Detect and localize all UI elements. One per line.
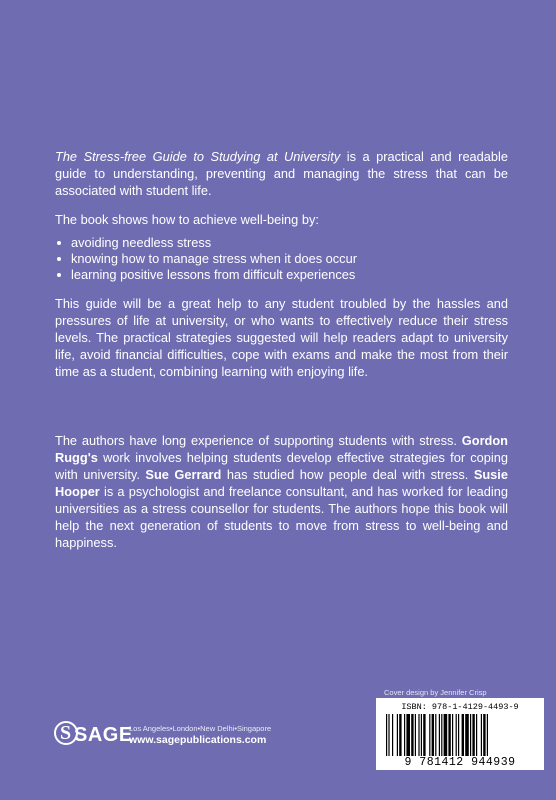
barcode-digits: 9 781412 944939 — [404, 756, 516, 769]
intro-text: is a practical and readable guide to understanding, preventing and managing the stress that can be associated with student life. — [55, 149, 508, 198]
list-item: learning positive lessons from difficult experiences — [55, 267, 508, 283]
authors-text: has studied how people deal with stress. — [221, 467, 474, 482]
shows-heading-text: The book shows how to achieve well-being by: — [55, 212, 319, 227]
sage-logo-word: SAGE — [74, 724, 133, 746]
sage-logo-s: S — [60, 722, 72, 744]
authors-text: work involves helping students develop effective strategies for coping with university. — [55, 450, 508, 482]
authors-text: The authors have long experience of supporting students with stress. — [55, 433, 462, 448]
publisher-url: www.sagepublications.com — [129, 734, 267, 746]
isbn-label: ISBN: 978-1-4129-4493-9 — [401, 702, 519, 712]
barcode-icon — [384, 714, 536, 756]
author-name: Susie Hooper — [55, 467, 508, 499]
author-name: Sue Gerrard — [145, 467, 222, 482]
authors-text: is a psychologist and freelance consultant, and has worked for leading universities as a stress counsellor for students. The authors hope this book will help the next generation of students to move from stress to well-being and happiness. — [55, 484, 508, 550]
book-title: The Stress-free Guide to Studying at University — [55, 149, 341, 164]
shows-heading — [55, 211, 508, 228]
author-name: Gordon Rugg's — [55, 433, 508, 465]
guide-paragraph-text: This guide will be a great help to any student troubled by the hassles and pressures of life at university, or who wants to effectively reduce their stress levels. The practical strategies suggested will help readers adapt to university life, avoid financial difficulties, cope with exams and make the most from their time as a student, combining learning with enjoying life. — [55, 296, 508, 379]
cover-design-credit: Cover design by Jennifer Crisp — [384, 688, 487, 697]
intro-paragraph — [55, 148, 508, 199]
list-item: knowing how to manage stress when it does occur — [55, 251, 508, 267]
publisher-cities: Los Angeles•London•New Delhi•Singapore — [129, 724, 272, 733]
benefits-list — [55, 235, 508, 283]
barcode — [376, 698, 544, 770]
authors-paragraph — [55, 432, 508, 551]
list-item: avoiding needless stress — [55, 235, 508, 251]
guide-paragraph — [55, 295, 508, 380]
sage-logo — [54, 721, 133, 747]
